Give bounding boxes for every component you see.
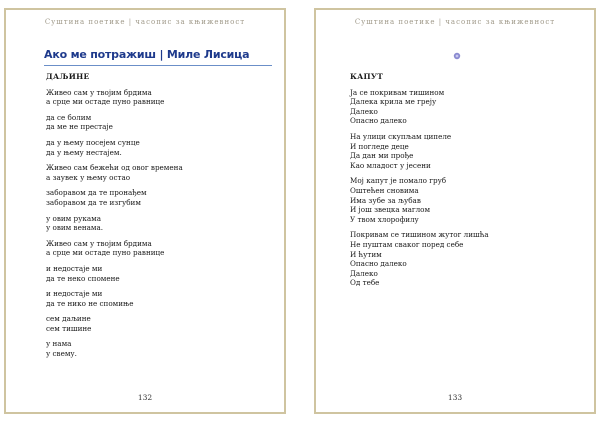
stanza xyxy=(46,163,274,182)
stanza xyxy=(46,113,274,132)
poem-line: у овим рукама xyxy=(46,213,102,223)
poem-line: Од тебе xyxy=(350,278,380,288)
poem-dalyine xyxy=(46,72,274,365)
poem-line: Покривам се тишином жутог лишћа xyxy=(350,230,489,240)
right-page xyxy=(314,8,596,414)
stanza xyxy=(350,88,578,126)
poem-line: Ја се покривам тишином xyxy=(350,87,445,97)
poem-line: Опасно далеко xyxy=(350,116,407,126)
poem-kaput xyxy=(350,72,578,294)
running-header: Суштина поетике | часопис за књижевност xyxy=(44,18,246,26)
poem-line: Живео сам у твојим брдима xyxy=(46,87,152,97)
stanza xyxy=(46,264,274,283)
poem-line: И још звецка маглом xyxy=(350,205,431,215)
stanza xyxy=(46,138,274,157)
poem-line: У твом хлорофилу xyxy=(350,214,419,224)
page-number: 133 xyxy=(447,393,463,402)
poem-line: да ме не престаје xyxy=(46,122,113,132)
poem-line: сем даљине xyxy=(46,314,91,324)
poem-line: и недостаје ми xyxy=(46,263,103,273)
ornament-icon xyxy=(453,52,461,60)
stanza xyxy=(46,88,274,107)
poem-line: да се болим xyxy=(46,112,92,122)
left-page xyxy=(4,8,286,414)
poem-line: и недостаје ми xyxy=(46,289,103,299)
poem-line: Не пуштам сваког поред себе xyxy=(350,239,464,249)
poem-line: Има зубе за љубав xyxy=(350,195,421,205)
poem-line: Мој капут је помало груб xyxy=(350,176,447,186)
stanza xyxy=(350,132,578,170)
poem-line: На улици скупљам ципеле xyxy=(350,131,452,141)
stanza xyxy=(350,176,578,224)
poem-line: да те нико не спомиње xyxy=(46,298,134,308)
running-header: Суштина поетике | часопис за књижевност xyxy=(354,18,556,26)
poem-line: сем тишине xyxy=(46,323,92,333)
poem-line: Далека крила ме греју xyxy=(350,97,437,107)
stanza xyxy=(46,239,274,258)
poem-line: Опасно далеко xyxy=(350,259,407,269)
poem-line: Живео сам у твојим брдима xyxy=(46,238,152,248)
poem-line: а заувек у њему остао xyxy=(46,172,131,182)
page-number: 132 xyxy=(137,393,153,402)
stanza xyxy=(350,230,578,288)
stanza xyxy=(46,339,274,358)
poem-line: Да дан ми прође xyxy=(350,151,414,161)
poem-line: у свему. xyxy=(46,349,77,359)
poem-line: у нама xyxy=(46,339,72,349)
poem-line: заборавом да те изгубим xyxy=(46,197,141,207)
poem-line: И погледе деце xyxy=(350,141,409,151)
poem-line: а срце ми остаде пуно равнице xyxy=(46,248,165,258)
article-title: Ако ме потражиш | Миле Лисица xyxy=(44,48,250,61)
poem-line: заборавом да те пронађем xyxy=(46,188,147,198)
poem-line: да у њему посејем сунце xyxy=(46,137,140,147)
title-rule xyxy=(44,65,272,66)
poem-line: а срце ми остаде пуно равнице xyxy=(46,97,165,107)
stanza xyxy=(46,289,274,308)
poem-line: да те неко спомене xyxy=(46,273,120,283)
stanza xyxy=(46,314,274,333)
stanza xyxy=(46,214,274,233)
poem-line: Као младост у јесени xyxy=(350,160,431,170)
poem-line: Далеко xyxy=(350,268,378,278)
poem-line: у овим венама. xyxy=(46,223,104,233)
poem-title: КАПУТ xyxy=(350,72,384,81)
poem-line: Далеко xyxy=(350,106,378,116)
poem-line: И ћутим xyxy=(350,249,382,259)
stanza xyxy=(46,188,274,207)
poem-line: Оштећен сновима xyxy=(350,185,419,195)
poem-line: Живео сам бежећи од овог времена xyxy=(46,163,183,173)
poem-title: ДАЉИНЕ xyxy=(46,72,90,81)
poem-line: да у њему нестајем. xyxy=(46,147,122,157)
